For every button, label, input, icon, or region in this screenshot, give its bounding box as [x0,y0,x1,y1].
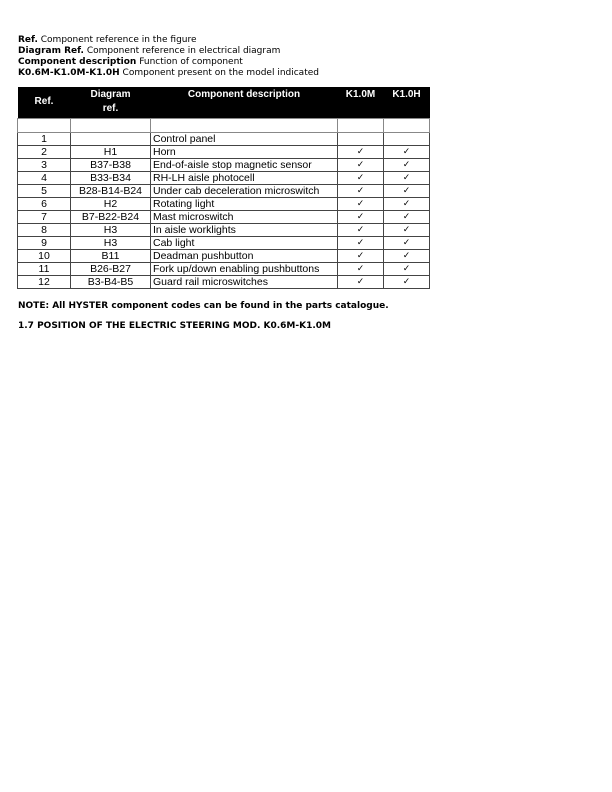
description-cell: Deadman pushbutton [151,250,338,263]
description-cell: End-of-aisle stop magnetic sensor [151,159,338,172]
legend-line: Diagram Ref. Component reference in electrical diagram [18,46,281,56]
table-row [18,133,430,146]
description-cell: Fork up/down enabling pushbuttons [151,263,338,276]
k10h-check-icon: ✓ [384,276,430,289]
header-k10m: K1.0M [338,87,384,119]
table-row [18,172,430,185]
legend-line: Ref. Component reference in the figure [18,35,197,45]
header-component-description: Component description [151,87,338,119]
ref-cell: 9 [18,237,71,250]
k10m-check-icon: ✓ [338,146,384,159]
k10h-check-icon [384,133,430,146]
diagram-ref-cell [71,133,151,146]
description-cell: Under cab deceleration microswitch [151,185,338,198]
description-cell: Horn [151,146,338,159]
header-k10h: K1.0H [384,87,430,119]
k10m-check-icon: ✓ [338,159,384,172]
description-cell: Mast microswitch [151,211,338,224]
table-row [18,250,430,263]
legend-line: K0.6M-K1.0M-K1.0H Component present on the model indicated [18,68,319,78]
k10h-check-icon: ✓ [384,198,430,211]
diagram-ref-cell: B28-B14-B24 [71,185,151,198]
diagram-ref-cell: B3-B4-B5 [71,276,151,289]
ref-cell: 5 [18,185,71,198]
ref-cell: 4 [18,172,71,185]
k10m-check-icon: ✓ [338,185,384,198]
table-row [18,211,430,224]
k10m-check-icon [338,133,384,146]
k10m-check-icon: ✓ [338,198,384,211]
k10h-check-icon: ✓ [384,237,430,250]
table-row [18,276,430,289]
ref-cell: 8 [18,224,71,237]
table-row [18,159,430,172]
k10m-check-icon: ✓ [338,224,384,237]
component-table [17,87,430,289]
ref-cell: 7 [18,211,71,224]
description-cell: RH-LH aisle photocell [151,172,338,185]
ref-cell: 3 [18,159,71,172]
section-heading: 1.7 POSITION OF THE ELECTRIC STEERING MOD. K0.6M-K1.0M [18,321,331,331]
k10m-check-icon: ✓ [338,263,384,276]
table-row [18,185,430,198]
diagram-ref-cell: B11 [71,250,151,263]
description-cell: Control panel [151,133,338,146]
diagram-ref-cell: B33-B34 [71,172,151,185]
k10h-check-icon: ✓ [384,224,430,237]
diagram-ref-cell: H3 [71,224,151,237]
table-row [18,146,430,159]
description-cell: Guard rail microswitches [151,276,338,289]
ref-cell: 10 [18,250,71,263]
description-cell: Rotating light [151,198,338,211]
k10m-check-icon: ✓ [338,250,384,263]
description-cell: In aisle worklights [151,224,338,237]
k10h-check-icon: ✓ [384,263,430,276]
table-row [18,224,430,237]
k10m-check-icon: ✓ [338,211,384,224]
legend [18,35,319,79]
k10m-check-icon: ✓ [338,172,384,185]
diagram-ref-cell: B37-B38 [71,159,151,172]
table-row [18,263,430,276]
diagram-ref-cell: H3 [71,237,151,250]
k10m-check-icon: ✓ [338,237,384,250]
diagram-ref-cell: B26-B27 [71,263,151,276]
ref-cell: 6 [18,198,71,211]
diagram-ref-cell: H1 [71,146,151,159]
header-ref: Ref. [18,87,71,119]
k10m-check-icon: ✓ [338,276,384,289]
k10h-check-icon: ✓ [384,250,430,263]
ref-cell: 11 [18,263,71,276]
legend-line: Component description Function of component [18,57,243,67]
k10h-check-icon: ✓ [384,211,430,224]
k10h-check-icon: ✓ [384,185,430,198]
note-text: NOTE: All HYSTER component codes can be found in the parts catalogue. [18,301,389,311]
table-row [18,198,430,211]
ref-cell: 1 [18,133,71,146]
table-row-blank [18,119,430,133]
k10h-check-icon: ✓ [384,146,430,159]
ref-cell: 2 [18,146,71,159]
k10h-check-icon: ✓ [384,172,430,185]
diagram-ref-cell: H2 [71,198,151,211]
table-header-row [18,87,430,119]
ref-cell: 12 [18,276,71,289]
diagram-ref-cell: B7-B22-B24 [71,211,151,224]
k10h-check-icon: ✓ [384,159,430,172]
description-cell: Cab light [151,237,338,250]
header-diagram-ref: Diagram ref. [71,87,151,119]
table-row [18,237,430,250]
